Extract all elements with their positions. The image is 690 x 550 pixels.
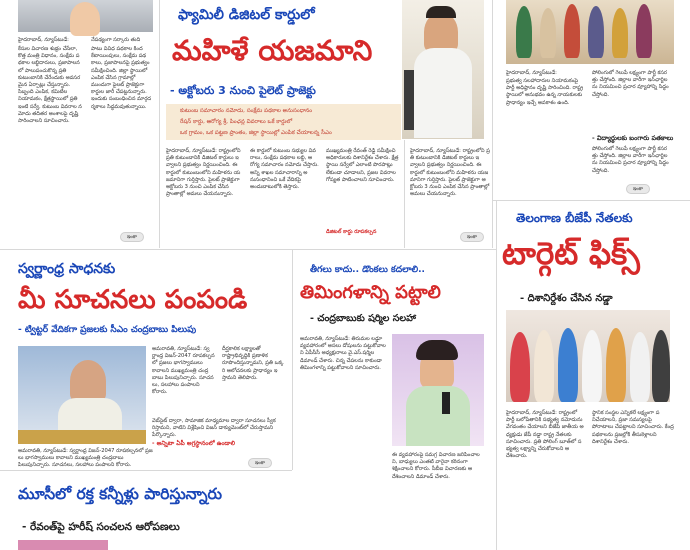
story6-text-b: స్థానిక సంస్థల ఎన్నికలే లక్ష్యంగా పనిచేయాలని, ప్రజా సమస్యలపై పోరాటాలు చేపట్టాలని సూచించారు. కేంద్ర పథకాలను ప్రజల్లోకి తీసుకెళ్లాలని దిశానిర్దేశం చేశారు. bbox=[592, 410, 674, 445]
story3-more-button[interactable]: ఇంకా bbox=[626, 184, 650, 194]
story6-photo bbox=[506, 310, 670, 402]
story4-text-c: వెబ్‌సైట్ ద్వారా, సామాజిక మాధ్యమాల ద్వారా సూచనలు స్వీకరిస్తామని, వాటిని విశ్లేషించి విజన్ డాక్యుమెంట్‌లో చేరుస్తామని పేర్కొన్నారు. bbox=[152, 418, 276, 439]
story1-photo bbox=[18, 0, 153, 32]
story5-deck: - చంద్రబాబుకు షర్మిల సలహా bbox=[310, 313, 416, 324]
story1-text-b: పాటు వివిధ పథకాల కింద కేటాయింపులు, సంక్షేమ పథకాలు, ప్రజాపాలనపై ప్రభుత్వం సమీక్షించింది. జిల్లా స్థాయిలో ఎంపిక చేసిన గ్రామాల్లో ముందుగా పైలట్ ప్రాజెక్టుగా కార్డుల జారీ చేపట్టనున్నారు. ఇందుకు సంబంధించిన మార్గదర్శకాలు సిద్ధమవుతున్నాయి. bbox=[91, 46, 152, 110]
story1-more-button[interactable]: ఇంకా bbox=[120, 232, 144, 242]
story6-deck: - దిశానిర్దేశం చేసిన నడ్డా bbox=[520, 293, 613, 304]
story4-headline: మీ సూచనలు పంపండి bbox=[18, 285, 248, 315]
story2-photo bbox=[402, 0, 484, 139]
story4-caption: అమరావతి, న్యూస్‌టుడే: స్వర్ణాంధ్ర విజన్-2047 రూపకల్పనలో ప్రజలు భాగస్వాములు కావాలని ముఖ్యమంత్రి చంద్రబాబు పిలుపునిచ్చారు. సూచనలు, సలహాలు పంపాలని కోరారు. bbox=[18, 448, 153, 469]
story1-text-a: కేసుల విచారణ శుభ్రం చేసేలా, కొత్త మంత్రి విధానం, సంక్షేమ పథకాల లబ్ధిదారులు, ప్రజాపాలనలో పాలుపంచుకొన్న ప్రతి కుటుంబానికి చేరేందుకు అవసరమైన ఏర్పాట్లు చేస్తున్నారు. సిబ్బంది ఎంపిక, కమిటీల నియామకం, క్షేత్రస్థాయిలో ప్రతి ఇంటి సర్వే, కుటుంబ వివరాల నమోదు తదితర అంశాలపై దృష్టి సారించాలని సూచించారు. bbox=[18, 46, 82, 125]
story4-kicker: స్వర్ణాంధ్ర సాధనకు bbox=[18, 261, 116, 277]
story1-caption-b: నేపథ్యంగా సర్కారు తుది bbox=[91, 37, 141, 43]
story3-photo bbox=[506, 0, 674, 64]
story2-bullet2: రేషన్ కార్డు, ఆరోగ్య శ్రీ, పింఛన్ల వివరాలు ఒకే కార్డులో bbox=[180, 119, 293, 125]
story3-text-a: ప్రభుత్వ సలహాదారుల నియామకంపై పార్టీ అధిష్ఠానం దృష్టి సారించింది. రాష్ట్ర స్థాయిలో అనుభవం ఉన్న నాయకులకు ప్రాధాన్యం ఇచ్చే అవకాశం ఉంది. bbox=[506, 78, 584, 106]
story3-text-c: పోలింగులో గెలుపే లక్ష్యంగా పార్టీ కసరత్తు చేస్తోంది. జిల్లాల వారీగా ఇన్‌ఛార్జిలను నియమించి ప్రచార వ్యూహాన్ని సిద్ధం చేస్తోంది. bbox=[592, 146, 669, 174]
story6-kicker: తెలంగాణ బీజేపీ నేతలకు bbox=[516, 211, 633, 225]
story2-text-d: హైదరాబాద్, న్యూస్‌టుడే: రాష్ట్రంలోని ప్రతి కుటుంబానికి డిజిటల్ కార్డులు ఇవ్వాలని ప్రభుత్వం నిర్ణయించింది. ఈ కార్డులో కుటుంబంలోని మహిళను యజమానిగా గుర్తిస్తారు. పైలట్ ప్రాజెక్టుగా అక్టోబరు 3 నుంచి ఎంపిక చేసిన ప్రాంతాల్లో అమలు చేయనున్నారు. bbox=[410, 148, 490, 198]
story3-subhead: - విద్యార్థులకు బంగారు పతకాలు bbox=[592, 134, 674, 142]
story7-deck: - రేవంత్‌పై హరీష్ సంచలన ఆరోపణలు bbox=[22, 521, 180, 533]
story2-deck: - అక్టోబరు 3 నుంచి పైలెట్ ప్రాజెక్టు bbox=[170, 84, 316, 97]
story5-kicker: తీగలు కాదు.. డొంకలు కదలాలి.. bbox=[310, 265, 425, 275]
story2-continuation: డిజిటల్ కార్డు రూపకల్పన bbox=[326, 229, 377, 235]
story7-photo bbox=[18, 540, 108, 550]
story2-text-a: హైదరాబాద్, న్యూస్‌టుడే: రాష్ట్రంలోని ప్రతి కుటుంబానికి డిజిటల్ కార్డులు ఇవ్వాలని ప్రభుత్వం నిర్ణయించింది. ఈ కార్డులో కుటుంబంలోని మహిళను యజమానిగా గుర్తిస్తారు. పైలట్ ప్రాజెక్టుగా అక్టోబరు 3 నుంచి ఎంపిక చేసిన ప్రాంతాల్లో అమలు చేయనున్నారు. bbox=[166, 148, 241, 198]
story7-headline: మూసీలో రక్త కన్నీళ్లు పారిస్తున్నారు bbox=[18, 485, 223, 503]
story4-text-a: అమరావతి, న్యూస్‌టుడే: స్వర్ణాంధ్ర విజన్-2047 రూపకల్పనలో ప్రజలు భాగస్వాములు కావాలని ముఖ్యమంత్రి చంద్రబాబు పిలుపునిచ్చారు. సూచనలు, సలహాలు పంపాలని కోరారు. bbox=[152, 346, 215, 396]
story4-photo bbox=[18, 346, 146, 444]
story5-text-b: ఈ వ్యవహారంపై సమగ్ర విచారణ జరిపించాలని, బాధ్యులు ఎంతటి వారైనా కఠినంగా శిక్షించాలని కోరారు. సీబీఐ విచారణకు ఆదేశించాలని డిమాండ్ చేశారు. bbox=[392, 452, 480, 480]
story4-more-button[interactable]: ఇంకా bbox=[248, 458, 272, 468]
story1-caption-a: హైదరాబాద్, న్యూస్‌టుడే: bbox=[18, 37, 69, 43]
story5-headline: తిమింగళాన్ని పట్టాలి bbox=[300, 282, 441, 303]
story2-text-c: ముఖ్యమంత్రి రేవంత్ రెడ్డి సమీక్షించి అధికారులకు దిశానిర్దేశం చేశారు. క్షేత్రస్థాయి సర్వేలో ఎలాంటి పొరపాట్లు లేకుండా చూడాలని, ప్రజల వివరాల గోప్యత పాటించాలని సూచించారు. bbox=[326, 148, 399, 183]
story4-text-b: దీర్ఘకాలిక లక్ష్యాలతో రాష్ట్రాభివృద్ధికి ప్రణాళిక రూపొందిస్తున్నామని, ప్రతి ఒక్కరి ఆలోచనలకు ప్రాధాన్యం ఇస్తామని తెలిపారు. bbox=[222, 346, 284, 381]
story2-more-button[interactable]: ఇంకా bbox=[460, 232, 484, 242]
story5-text-a: అమరావతి, న్యూస్‌టుడే: తిరుమల లడ్డూ వ్యవహారంలో అసలు దోషులను పట్టుకోవాలని ఏపీసీసీ అధ్యక్షురాలు వై.ఎస్.షర్మిల డిమాండ్ చేశారు. చిన్న చేపలను కాకుండా తిమింగళాన్ని పట్టుకోవాలని సూచించారు. bbox=[300, 336, 386, 371]
story2-kicker: ఫ్యామిలీ డిజిటల్ కార్డులో bbox=[178, 7, 315, 23]
story6-headline: టార్గెట్ ఫిక్స్ bbox=[502, 236, 640, 272]
story4-quote: - అన్నిటా ఏపీ అగ్రస్థానంలో ఉండాలి bbox=[152, 440, 236, 447]
story2-headline: మహిళే యజమాని bbox=[172, 34, 373, 67]
story2-bullet1: కుటుంబ సమాచారం నమోదు, సంక్షేమ పథకాల అనుసంధానం bbox=[180, 108, 313, 114]
story3-caption-a: హైదరాబాద్, న్యూస్‌టుడే: bbox=[506, 70, 557, 76]
story6-text-a: హైదరాబాద్, న్యూస్‌టుడే: రాష్ట్రంలో పార్టీ బలోపేతానికి సభ్యత్వ నమోదును వేగవంతం చేయాలని బీజేపీ జాతీయ అధ్యక్షుడు జేపీ నడ్డా రాష్ట్ర నేతలకు సూచించారు. ప్రతి పోలింగ్ బూత్‌లో సభ్యత్వ లక్ష్యాన్ని చేరుకోవాలని ఆదేశించారు. bbox=[506, 410, 584, 460]
story3-text-b: పోలింగులో గెలుపే లక్ష్యంగా పార్టీ కసరత్తు చేస్తోంది. జిల్లాల వారీగా ఇన్‌ఛార్జిలను నియమించి ప్రచార వ్యూహాన్ని సిద్ధం చేస్తోంది. bbox=[592, 70, 669, 98]
story2-bullet3: ఒక గ్రామం, ఒక పట్టణ ప్రాంతం, జిల్లా స్థాయిల్లో ఎంపిక చేయాలన్న సీఎం bbox=[180, 130, 332, 136]
story2-text-b: ఈ కార్డులో కుటుంబ సభ్యుల వివరాలు, సంక్షేమ పథకాల లబ్ధి, ఆరోగ్య సమాచారం నమోదు చేస్తారు. అన్ని శాఖల సమాచారాన్ని అనుసంధానించి ఒకే వేదికపై అందుబాటులోకి తెస్తారు. bbox=[250, 148, 319, 191]
story4-deck: - ట్విట్టర్ వేదికగా ప్రజలకు సీఎం చంద్రబాబు పిలుపు bbox=[18, 325, 197, 335]
story5-photo bbox=[392, 334, 484, 446]
